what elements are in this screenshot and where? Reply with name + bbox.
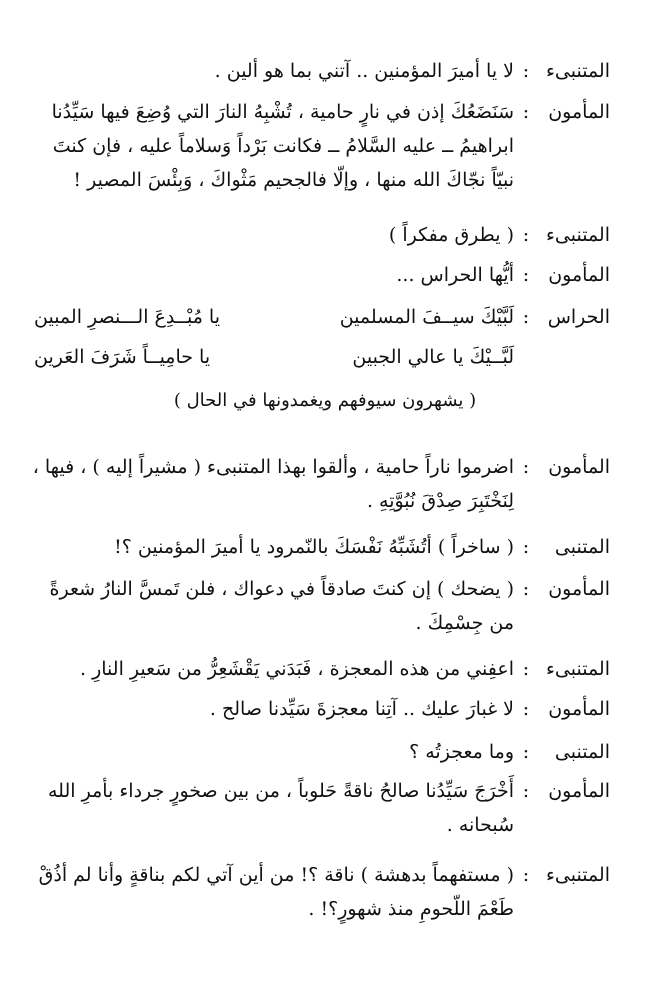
speaker-name: المأمون <box>548 264 610 286</box>
speaker-name: المأمون <box>548 578 610 600</box>
speech-line: سَنَضَعُكَ إذن في نارٍ حامية ، تُشْبِهُ النارَ التي وُضِعَ فيها سَيِّدُنا <box>51 101 514 123</box>
speaker-name: المتنبىء <box>545 864 610 886</box>
speech-line: لا غبارَ عليك .. آتِنا معجزةَ سَيِّدنا صالح . <box>209 698 514 720</box>
speaker-name: المتنبىء <box>545 60 610 82</box>
dialogue-line <box>30 858 610 926</box>
dialogue-line <box>30 774 610 842</box>
speaker-colon: : <box>522 264 530 286</box>
speech-text <box>30 54 514 88</box>
speaker-colon: : <box>522 578 530 600</box>
verse-hemistich-left: يا حامِيــاً شَرَفَ العَرين <box>34 346 211 368</box>
stage-direction: ( يشهرون سيوفهم ويغمدونها في الحال ) <box>173 390 477 411</box>
speech-line: أيُّها الحراس ... <box>396 264 514 286</box>
speech-text <box>30 858 514 926</box>
speaker-name: المتنبى <box>554 741 610 763</box>
speech-line: أَخْرَجَ سَيِّدُنا صالحُ ناقةً حَلوباً ، من بين صخورٍ جرداء بأمرِ الله <box>48 780 514 802</box>
speech-line: ( ساخراً ) أتُشَبِّهُ نَفْسَكَ بالنّمرود يا أميرَ المؤمنين ؟! <box>114 536 514 558</box>
verse-hemistich-right: لَبَّيْكَ سيــفَ المسلمين <box>339 306 514 328</box>
speaker-colon: : <box>522 536 530 558</box>
speech-line: وما معجزتُه ؟ <box>409 741 514 763</box>
speech-line: اضرموا ناراً حامية ، وألقوا بهذا المتنبىء ( مشيراً إليه ) ، فيها ، <box>32 456 514 478</box>
dialogue-line <box>30 530 610 564</box>
speech-line: طَعْمَ اللّحومِ منذ شهورٍ؟! . <box>308 898 514 920</box>
speech-line: لا يا أميرَ المؤمنين .. آتني بما هو ألين . <box>214 60 514 82</box>
speech-line: ( يطرق مفكراً ) <box>388 224 514 246</box>
speech-line: من جِسْمِكَ . <box>415 612 514 634</box>
speaker-name: المأمون <box>548 698 610 720</box>
dialogue-line <box>30 218 610 252</box>
speech-text <box>30 95 514 197</box>
speaker-colon: : <box>522 658 530 680</box>
speech-line: ابراهيمُ ــ عليه السَّلامُ ــ فكانت بَرْداً وَسلاماً عليه ، فإن كنتَ <box>52 135 514 157</box>
verse-hemistich-right: لَبَّــيْكَ يا عالي الجبين <box>352 346 514 368</box>
speaker-colon: : <box>522 224 530 246</box>
speech-line: اعفِني من هذه المعجزة ، فَبَدَني يَقْشَعِرُّ من سَعيرِ النارِ . <box>80 658 514 680</box>
speech-line: ( يضحك ) إن كنتَ صادقاً في دعواك ، فلن تَمسَّ النارُ شعرةً <box>49 578 514 600</box>
speech-text <box>30 572 514 640</box>
speech-text <box>30 774 514 842</box>
verse-line <box>34 340 514 374</box>
speaker-name: المأمون <box>548 101 610 123</box>
speech-text <box>30 450 514 518</box>
dialogue-line <box>30 735 610 769</box>
dialogue-line <box>30 54 610 88</box>
speaker-colon: : <box>522 698 530 720</box>
speaker-name: المتنبى <box>554 536 610 558</box>
speech-line: نبيّاً نجّاكَ الله منها ، وإلّا فالجحيم مَثْواكَ ، وَبِئْسَ المصير ! <box>73 169 514 191</box>
speech-line: لِنَخْتَبِرَ صِدْقَ نُبُوَّتِهِ . <box>366 490 514 512</box>
verse-hemistich-left: يا مُبْــدِعَ الـــنصرِ المبين <box>34 306 220 328</box>
speech-line: ( مستفهماً بدهشة ) ناقة ؟! من أين آتي لكم بناقةٍ وأنا لم أذُقْ <box>38 864 514 886</box>
speech-text <box>30 258 514 292</box>
speaker-colon: : <box>522 456 530 478</box>
speaker-colon: : <box>522 780 530 802</box>
speaker-colon: : <box>522 101 530 123</box>
speech-text <box>30 218 514 252</box>
speech-text <box>30 652 514 686</box>
dialogue-line <box>30 450 610 518</box>
dialogue-line <box>30 95 610 197</box>
speech-text <box>30 530 514 564</box>
speech-text <box>30 692 514 726</box>
dialogue-line <box>30 258 610 292</box>
speaker-name: المتنبىء <box>545 224 610 246</box>
speaker-colon: : <box>522 306 530 328</box>
speaker-name: الحراس <box>547 306 610 328</box>
speaker-colon: : <box>522 741 530 763</box>
speaker-name: المأمون <box>548 780 610 802</box>
speech-line: سُبحانه . <box>446 814 514 836</box>
speaker-name: المأمون <box>548 456 610 478</box>
speech-text <box>30 735 514 769</box>
speaker-colon: : <box>522 60 530 82</box>
speaker-name: المتنبىء <box>545 658 610 680</box>
dialogue-line <box>30 572 610 640</box>
dialogue-line <box>30 692 610 726</box>
speaker-colon: : <box>522 864 530 886</box>
dialogue-line <box>30 652 610 686</box>
verse-line <box>34 300 514 334</box>
